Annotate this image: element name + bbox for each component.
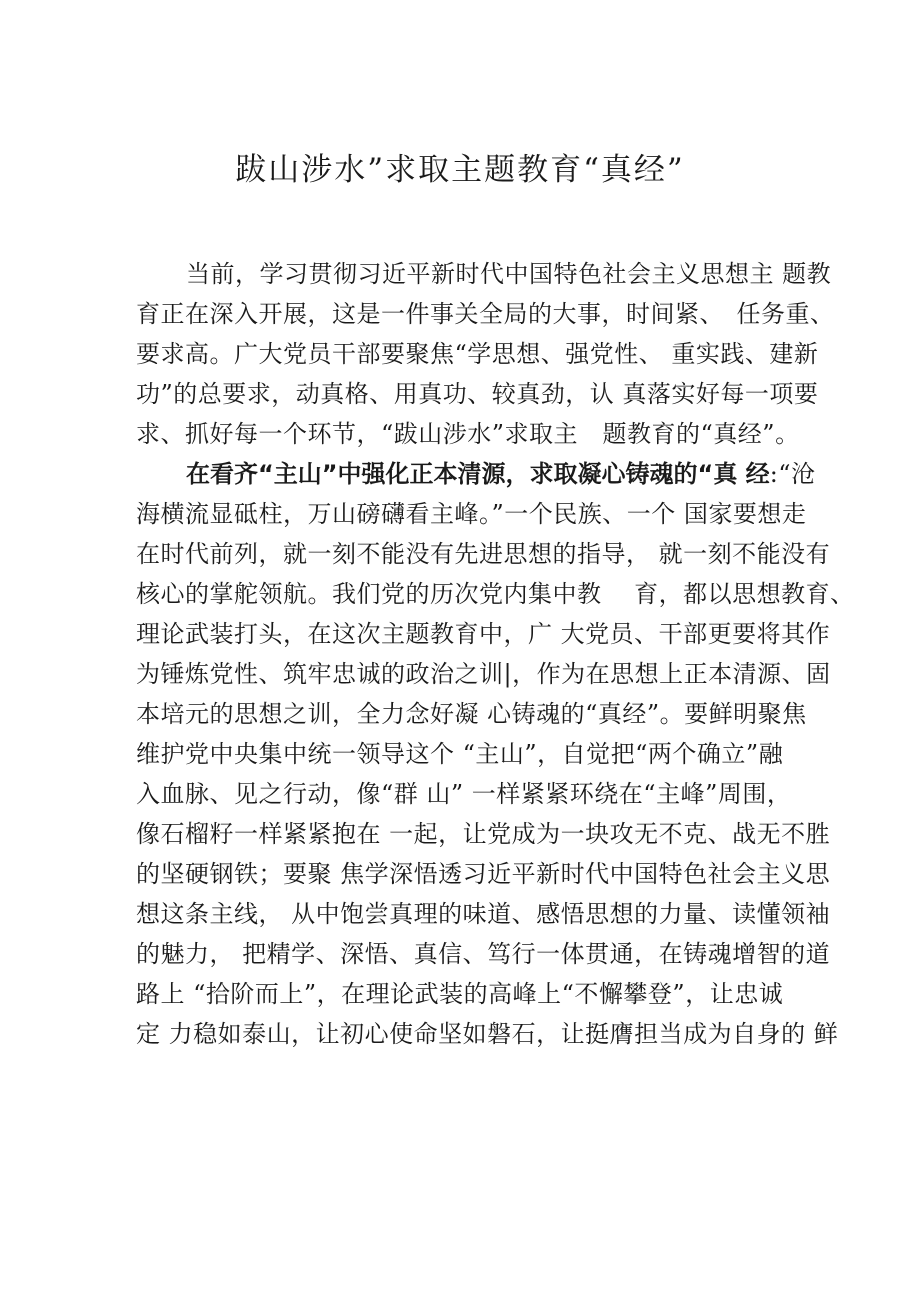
document-title: 跋山涉水”求取主题教育“真经” [235, 152, 685, 188]
text-line: 核心的掌舵领航。我们党的历次党内集中教 育，都以思想教育、 [136, 580, 855, 608]
paragraph-2 [136, 454, 855, 1054]
text-line: 育正在深入开展，这是一件事关全局的大事，时间紧、 任务重、 [136, 300, 835, 328]
section-heading: 在看齐“主山”中强化正本清源，求取凝心铸魂的“真 经 [186, 460, 770, 488]
text-line: 求、抓好每一个环节，“跋山涉水”求取主 题教育的“真经”。 [136, 420, 800, 448]
text-line: 要求高。广大党员干部要聚焦“学思想、强党性、 重实践、建新 [136, 340, 819, 368]
text-line: 理论武装打头，在这次主题教育中，广 大党员、干部更要将其作 [136, 620, 831, 648]
paragraph-1 [136, 254, 835, 454]
document-body [136, 254, 855, 1054]
text-line: 维护党中央集中统一领导这个 “主山”，自觉把“两个确立”融 [136, 740, 784, 768]
text-line: 当前，学习贯彻习近平新时代中国特色社会主义思想主 题教 [186, 260, 832, 288]
text-line: 定 力稳如泰山，让初心使命坚如磐石，让挺膺担当成为自身的 鲜 [136, 1020, 839, 1048]
text-line: 在时代前列，就一刻不能没有先进思想的指导， 就一刻不能没有 [136, 540, 831, 568]
text-line: 的坚硬钢铁；要聚 焦学深悟透习近平新时代中国特色社会主义思 [136, 860, 831, 888]
paragraph-heading-line [136, 454, 816, 494]
text-line: 的魅力， 把精学、深悟、真信、笃行一体贯通，在铸魂增智的道 [136, 940, 831, 968]
text-line: 功”的总要求，动真格、用真功、较真劲，认 真落实好每一项要 [136, 380, 819, 408]
text-line: 像石榴籽一样紧紧抱在 一起，让党成为一块攻无不克、战无不胜 [136, 820, 831, 848]
text-line: 入血脉、见之行动，像“群 山” 一样紧紧环绕在“主峰”周围， [136, 780, 792, 808]
text-line: 海横流显砥柱，万山磅礴看主峰。”一个民族、一个 国家要想走 [136, 500, 807, 528]
text-line: 路上 “拾阶而上”，在理论武装的高峰上“不懈攀登”，让忠诚 [136, 980, 784, 1008]
text-line: 本培元的思想之训，全力念好凝 心铸魂的“真经”。要鲜明聚焦 [136, 700, 807, 728]
text-line: 想这条主线， 从中饱尝真理的味道、感悟思想的力量、读懂领袖 [136, 900, 831, 928]
text-line: 为锤炼党性、筑牢忠诚的政治之训|，作为在思想上正本清源、固 [136, 660, 831, 688]
heading-line-rest: :“沧 [769, 460, 816, 488]
